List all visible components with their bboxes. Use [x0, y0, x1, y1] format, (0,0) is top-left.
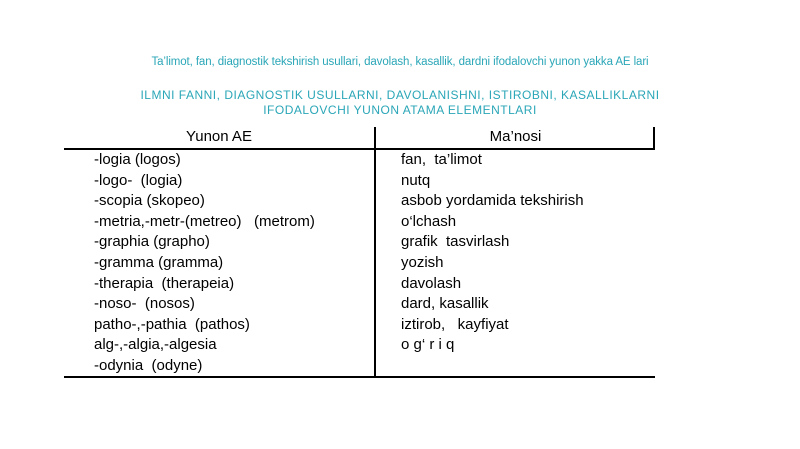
title-line-2: IFODALOVCHI YUNON ATAMA ELEMENTLARI — [263, 103, 537, 117]
meaning-item: o g‘ r i q — [401, 336, 455, 354]
term-item: -noso- (nosos) — [94, 295, 195, 313]
header-greek-term: Yunon AE — [186, 128, 252, 145]
term-item: -metria,-metr-(metreo) (metrom) — [94, 212, 315, 230]
meanings-column — [401, 150, 584, 356]
header-meaning: Ma’nosi — [489, 128, 542, 145]
term-item: -scopia (skopeo) — [94, 192, 205, 210]
meaning-item: grafik tasvirlash — [401, 233, 510, 251]
meaning-item: nutq — [401, 171, 431, 189]
meaning-item: yozish — [401, 253, 444, 271]
term-item: patho-,-pathia (pathos) — [94, 315, 250, 333]
term-item: -odynia (odyne) — [94, 356, 203, 374]
meaning-item: o‘lchash — [401, 212, 457, 230]
greek-terms-column — [94, 150, 315, 377]
slide-subtitle: Ta’limot, fan, diagnostik tekshirish usullari, davolash, kasallik, dardni ifodalovchi yunon yakka AE lari — [151, 56, 649, 68]
meaning-item: dard, kasallik — [401, 295, 489, 313]
slide-title — [0, 88, 800, 118]
meaning-item: fan, ta’limot — [401, 151, 482, 168]
term-item: -therapia (therapeia) — [94, 274, 235, 292]
column-divider — [374, 127, 376, 376]
meaning-item: asbob yordamida tekshirish — [401, 192, 584, 210]
term-item: -graphia (grapho) — [94, 233, 210, 251]
meaning-item: davolash — [401, 274, 462, 292]
meaning-item: iztirob, kayfiyat — [401, 315, 509, 333]
term-item: -logo- (logia) — [94, 171, 183, 189]
right-border — [653, 127, 655, 149]
terms-table — [64, 127, 655, 378]
term-item: alg-,-algia,-algesia — [94, 336, 217, 354]
term-item: -logia (logos) — [94, 151, 181, 168]
term-item: -gramma (gramma) — [94, 253, 224, 271]
title-line-1: ILMNI FANNI, DIAGNOSTIK USULLARNI, DAVOLANISHNI, ISTIROBNI, KASALLIKLARNI — [140, 88, 660, 102]
